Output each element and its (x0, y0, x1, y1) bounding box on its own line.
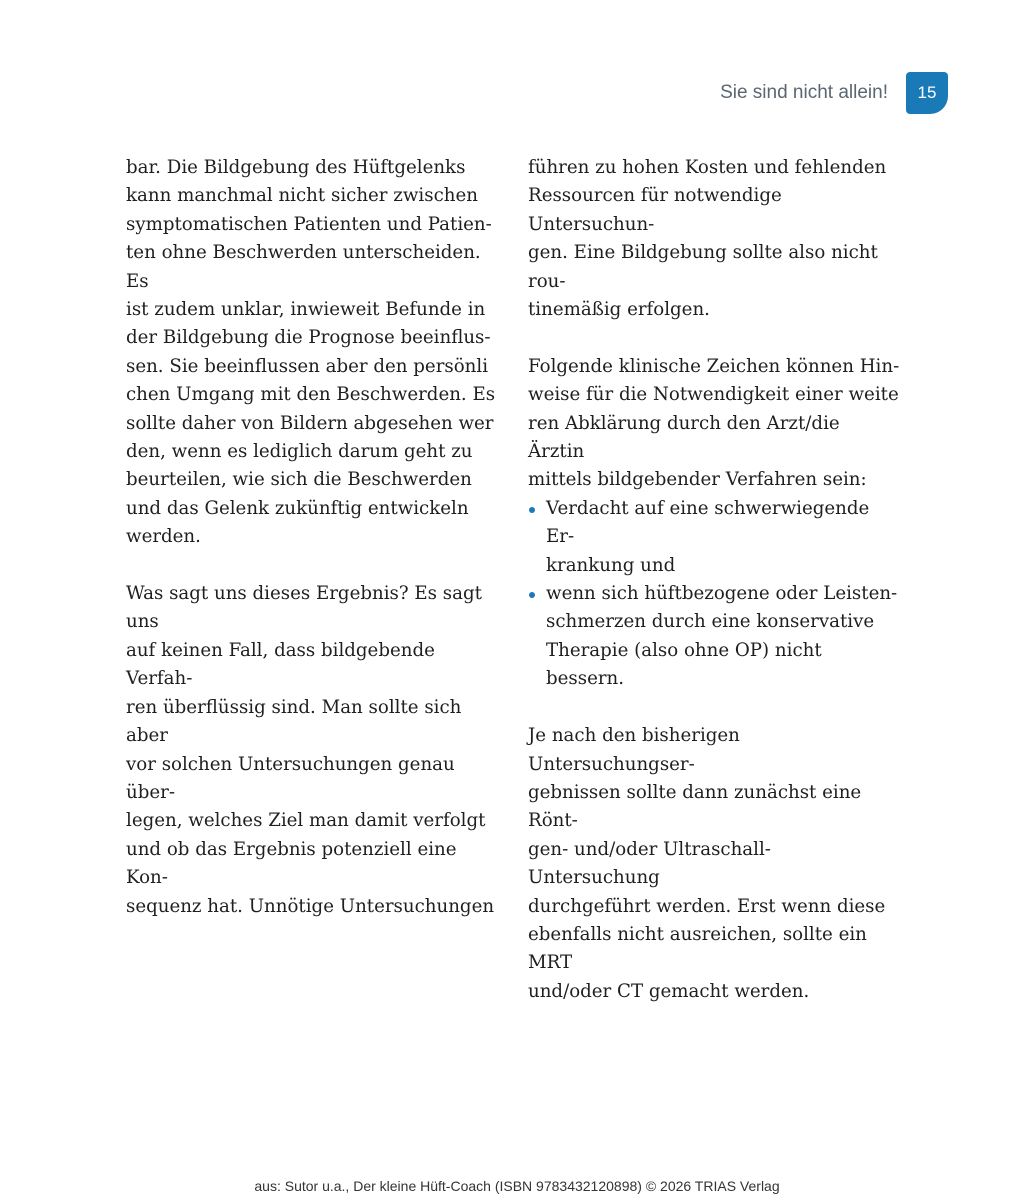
paragraph: Was sagt uns dieses Ergebnis? Es sagt uns auf keinen Fall, dass bildgebende Verfah- ren überflüssig sind. Man sollte sich aber vor solchen Untersuchungen genau über- legen, welches Ziel man damit verfolgt und ob das Ergebnis potenziell eine Kon- sequenz hat. Unnötige Untersuchungen (126, 583, 495, 917)
bullet-icon (529, 507, 535, 513)
source-footer: aus: Sutor u.a., Der kleine Hüft-Coach (ISBN 9783432120898) © 2026 TRIAS Verlag (254, 1178, 780, 1194)
bullet-list (528, 495, 900, 694)
list-item (528, 495, 900, 580)
paragraph: führen zu hohen Kosten und fehlenden Ressourcen für notwendige Untersuchun- gen. Eine Bildgebung sollte also nicht rou- tinemäßig erfolgen. (528, 157, 887, 321)
chapter-title: Sie sind nicht allein! (720, 82, 888, 103)
bullet-icon (529, 592, 535, 598)
running-header (720, 72, 948, 114)
page-number-badge: 15 (906, 72, 948, 114)
list-item (528, 580, 900, 694)
paragraph: bar. Die Bildgebung des Hüftgelenks kann manchmal nicht sicher zwischen symptomatischen Patienten und Patien- ten ohne Beschwerden unterscheiden. Es ist zudem unklar, inwieweit Befunde in der Bildgebung die Prognose beeinflus- sen. Sie beeinflussen aber den persönli chen Umgang mit den Beschwerden. Es sollte daher von Bildern abgesehen wer den, wenn es lediglich darum geht zu beurteilen, wie sich die Beschwerden und das Gelenk zukünftig entwickeln werden. (126, 157, 496, 548)
list-item-text: wenn sich hüftbezogene oder Leisten- schmerzen durch eine konservative Therapie (also ohne OP) nicht bessern. (546, 583, 898, 690)
left-column (126, 154, 498, 921)
paragraph: Je nach den bisherigen Untersuchungser- gebnissen sollte dann zunächst eine Rönt- gen- und/oder Ultraschall-Untersuchung durchgeführt werden. Erst wenn diese ebenfalls nicht ausreichen, sollte ein MRT und/oder CT gemacht werden. (528, 725, 886, 1002)
list-item-text: Verdacht auf eine schwerwiegende Er- krankung und (546, 497, 870, 576)
right-column (528, 154, 900, 1006)
paragraph: Folgende klinische Zeichen können Hin- weise für die Notwendigkeit einer weite ren Abklärung durch den Arzt/die Ärztin mittels bildgebender Verfahren sein: (528, 355, 900, 491)
